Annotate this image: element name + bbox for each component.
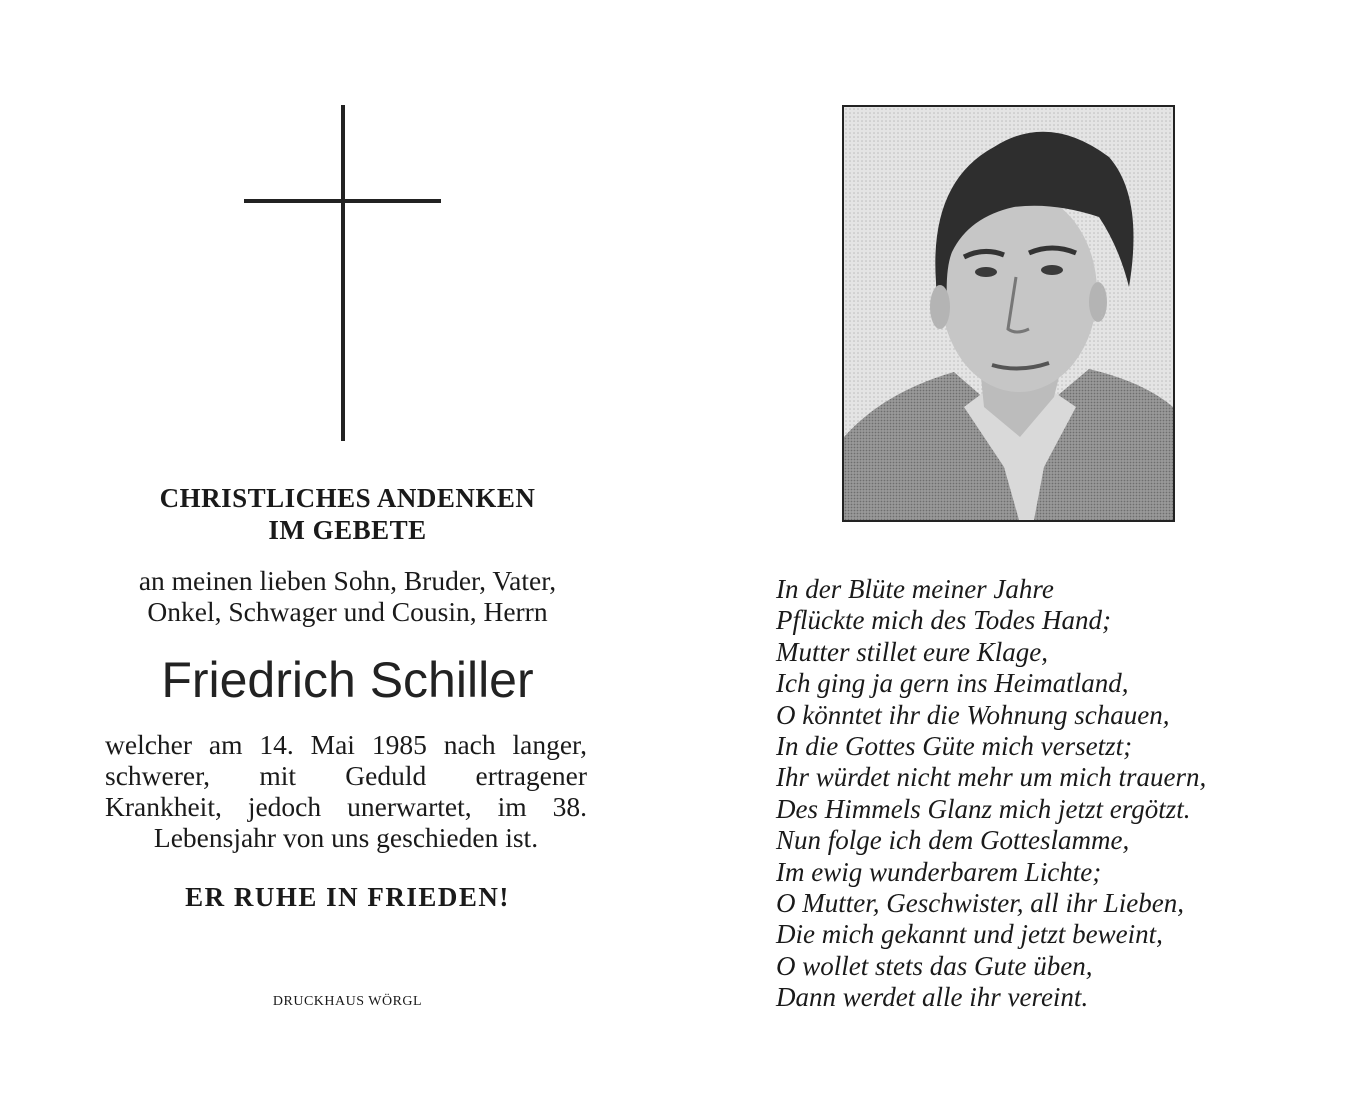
heading-line: IM GEBETE — [268, 515, 427, 545]
rest-in-peace-text: ER RUHE IN FRIEDEN! — [185, 882, 510, 912]
memorial-poem — [776, 574, 1336, 1014]
dedication-line: Onkel, Schwager und Cousin, Herrn — [147, 596, 548, 627]
memorial-heading — [100, 482, 595, 546]
notice-line: schwerer, mit Geduld ertragener — [105, 760, 587, 791]
dedication-line: an meinen lieben Sohn, Bruder, Vater, — [138, 565, 557, 596]
death-notice-text — [105, 729, 587, 853]
poem-line: O könntet ihr die Wohnung schauen, — [776, 699, 1170, 730]
notice-line: Krankheit, jedoch unerwartet, im 38. — [105, 791, 587, 822]
poem-line: Des Himmels Glanz mich jetzt ergötzt. — [776, 793, 1191, 824]
poem-line: O Mutter, Geschwister, all ihr Lieben, — [776, 888, 1184, 919]
cross-vertical-bar — [341, 105, 345, 441]
poem-line: In die Gottes Güte mich versetzt; — [776, 731, 1133, 762]
poem-line: Ihr würdet nicht mehr um mich trauern, — [776, 762, 1207, 793]
dedication-text — [100, 565, 595, 627]
notice-line: Lebensjahr von uns geschieden ist. — [153, 822, 539, 853]
heading-line: CHRISTLICHES ANDENKEN — [159, 483, 536, 513]
poem-line: Dann werdet alle ihr vereint. — [776, 982, 1089, 1013]
portrait-silhouette-icon — [844, 107, 1173, 520]
poem-line: In der Blüte meiner Jahre — [776, 574, 1054, 604]
poem-line: O wollet stets das Gute üben, — [776, 950, 1093, 981]
printer-imprint: DRUCKHAUS WÖRGL — [272, 994, 423, 1009]
notice-line: welcher am 14. Mai 1985 nach langer, — [105, 729, 587, 760]
poem-line: Nun folge ich dem Gotteslamme, — [776, 825, 1130, 856]
deceased-name: Friedrich Schiller — [161, 652, 534, 708]
portrait-photo — [842, 105, 1175, 522]
poem-line: Mutter stillet eure Klage, — [776, 636, 1048, 667]
poem-line: Im ewig wunderbarem Lichte; — [776, 856, 1102, 887]
poem-line: Ich ging ja gern ins Heimatland, — [776, 668, 1129, 699]
cross-horizontal-bar — [244, 199, 441, 203]
poem-line: Pflückte mich des Todes Hand; — [776, 605, 1111, 636]
poem-line: Die mich gekannt und jetzt beweint, — [776, 919, 1163, 950]
